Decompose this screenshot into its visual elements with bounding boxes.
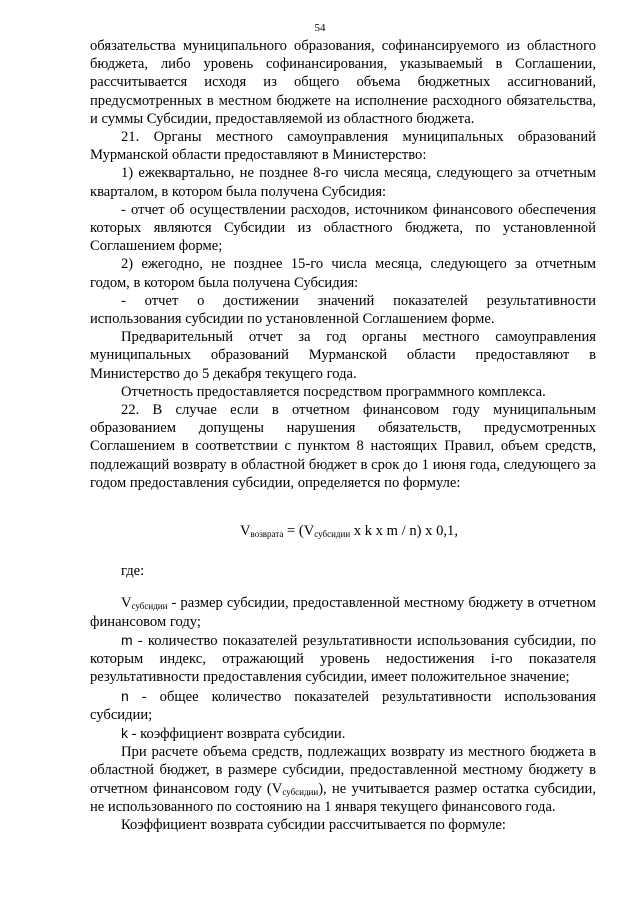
paragraph-continuation: обязательства муниципального образования, софинансируемого из областного бюджета, либо уровень софинансирования, указываемый в Соглашении, рассчитывается исходя из общего объема бюджетных ассигнований, предусмотренных в местном бюджете на исполнение расходного обязательства, и суммы Субсидии, предоставляемой из областного бюджета. [90, 38, 596, 127]
return-formula: $V_{возврата} = (V_{субсидии}$ x k x m / n) x 0,1, [240, 523, 458, 540]
paragraph-21-item-1: 1) ежеквартально, не позднее 8-го числа месяца, следующего за отчетным кварталом, в котором была получена Субсидия: [90, 165, 596, 200]
paragraph-preliminary-report: Предварительный отчет за год органы местного самоуправления муниципальных образований Мурманской области предоставляют в Министерство до 5 декабря текущего года. [90, 329, 596, 382]
paragraph-calculation: При расчете объема средств, подлежащих возврату из местного бюджета в областной бюджет, в размере субсидии, предоставленной местному бюджету в отчетном финансовом году $(V_{субсидии})$, не учитывается размер остатка субсидии, не использованного по состоянию на 1 января текущего финансового года. [90, 744, 596, 815]
paragraph-reporting-software: Отчетность предоставляется посредством программного комплекса. [121, 383, 546, 400]
paragraph-21-item-2-report: - отчет о достижении значений показателей результативности использования субсидии по установленной Соглашением форме. [90, 292, 596, 328]
document-body [90, 37, 596, 834]
paragraph-21-item-2: 2) ежегодно, не позднее 15-го числа месяца, следующего за отчетным годом, в котором была получена Субсидия: [90, 256, 596, 291]
paragraph-21: 21. Органы местного самоуправления муниципальных образований Мурманской области предоставляют в Министерство: [90, 129, 596, 164]
paragraph-21-item-1-report: - отчет об осуществлении расходов, источником финансового обеспечения которых являются Субсидии из областного бюджета, по установленной Соглашением форме; [90, 201, 596, 255]
paragraph-22: 22. В случае если в отчетном финансовом году муниципальным образованием допущены нарушения обязательств, предусмотренных Соглашением в соответствии с пунктом 8 настоящих Правил, объем средств, подлежащий возврату в областной бюджет в срок до 1 июня года, следующего за годом предоставления субсидии, определяется по формуле: [90, 402, 596, 491]
page-number: 54 [314, 22, 326, 34]
where-label: где: [121, 563, 145, 580]
definition-m: m - количество показателей результативности использования субсидии, по которым индекс, отражающий уровень недостижения i-го показателя результативности предоставления субсидии, имеет положительное значение; [90, 631, 596, 686]
definition-n: n - общее количество показателей результативности использования субсидии; [90, 687, 596, 723]
paragraph-coefficient: Коэффициент возврата субсидии рассчитывается по формуле: [121, 816, 506, 833]
definition-v: $V_{субсидии}$ - размер субсидии, предоставленной местному бюджету в отчетном финансовом году; [90, 595, 596, 630]
definition-k: k - коэффициент возврата субсидии. [121, 724, 346, 742]
